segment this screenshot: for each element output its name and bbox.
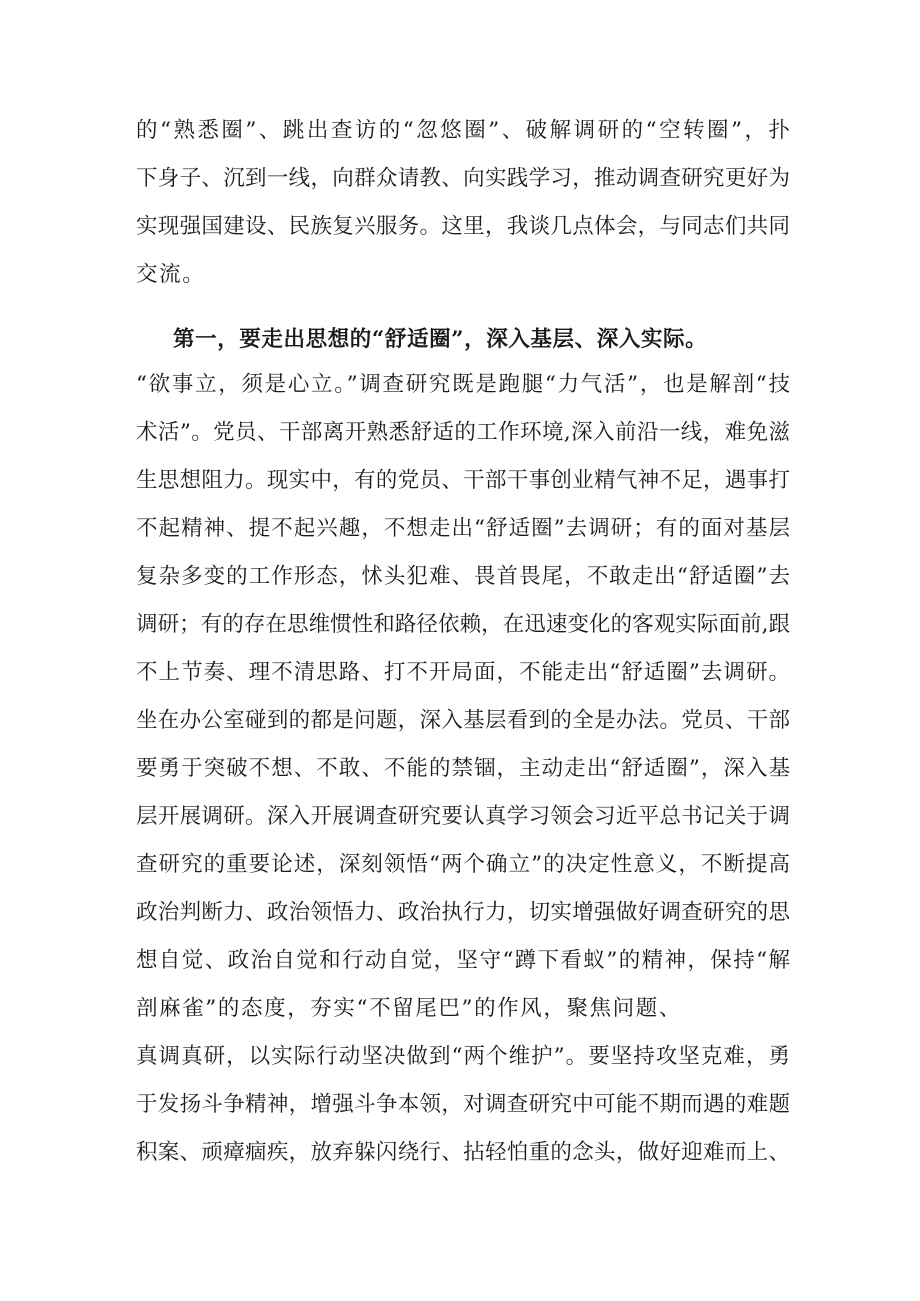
text-line: 生思想阻力。现实中，有的党员、干部干事创业精气神不足，遇事打 bbox=[136, 468, 790, 493]
text-line: 调研；有的存在思维惯性和路径依赖，在迅速变化的客观实际面前,跟 bbox=[136, 612, 790, 637]
text-line: 坐在办公室碰到的都是问题，深入基层看到的全是办法。党员、干部 bbox=[136, 708, 790, 733]
text-line: 积案、顽瘴痼疾，放弃躲闪绕行、拈轻怕重的念头，做好迎难而上、 bbox=[136, 1140, 790, 1165]
text-line: 术活”。党员、干部离开熟悉舒适的工作环境,深入前沿一线，难免滋 bbox=[136, 420, 790, 445]
text-line: 的“熟悉圈”、跳出查访的“忽悠圈”、破解调研的“空转圈”，扑 bbox=[136, 118, 790, 143]
text-line: 剖麻雀”的态度，夯实“不留尾巴”的作风，聚焦问题、 bbox=[136, 996, 682, 1021]
text-line: 实现强国建设、民族复兴服务。这里，我谈几点体会，与同志们共同 bbox=[136, 214, 790, 239]
text-line: 要勇于突破不想、不敢、不能的禁锢，主动走出“舒适圈”，深入基 bbox=[136, 756, 790, 781]
text-line: 不起精神、提不起兴趣，不想走出“舒适圈”去调研；有的面对基层 bbox=[136, 516, 790, 541]
text-line: 不上节奏、理不清思路、打不开局面，不能走出“舒适圈”去调研。 bbox=[136, 660, 790, 685]
text-line: 层开展调研。深入开展调查研究要认真学习领会习近平总书记关于调 bbox=[136, 804, 790, 829]
text-line: 于发扬斗争精神，增强斗争本领，对调查研究中可能不期而遇的难题 bbox=[136, 1092, 790, 1117]
text-line: 复杂多变的工作形态，怵头犯难、畏首畏尾，不敢走出“舒适圈”去 bbox=[136, 564, 790, 589]
text-line: 政治判断力、政治领悟力、政治执行力，切实增强做好调查研究的思 bbox=[136, 900, 790, 925]
text-line: 查研究的重要论述，深刻领悟“两个确立”的决定性意义，不断提高 bbox=[136, 852, 790, 877]
text-line: 下身子、沉到一线，向群众请教、向实践学习，推动调查研究更好为 bbox=[136, 166, 790, 191]
section-heading: 第一，要走出思想的“舒适圈”，深入基层、深入实际。 bbox=[173, 327, 708, 352]
text-line: 交流。 bbox=[136, 262, 206, 287]
text-line: 想自觉、政治自觉和行动自觉，坚守“蹲下看蚁”的精神，保持“解 bbox=[136, 948, 790, 973]
text-line: “欲事立，须是心立。”调查研究既是跑腿“力气活”，也是解剖“技 bbox=[136, 372, 790, 397]
text-line: 真调真研，以实际行动坚决做到“两个维护”。要坚持攻坚克难，勇 bbox=[136, 1044, 790, 1069]
